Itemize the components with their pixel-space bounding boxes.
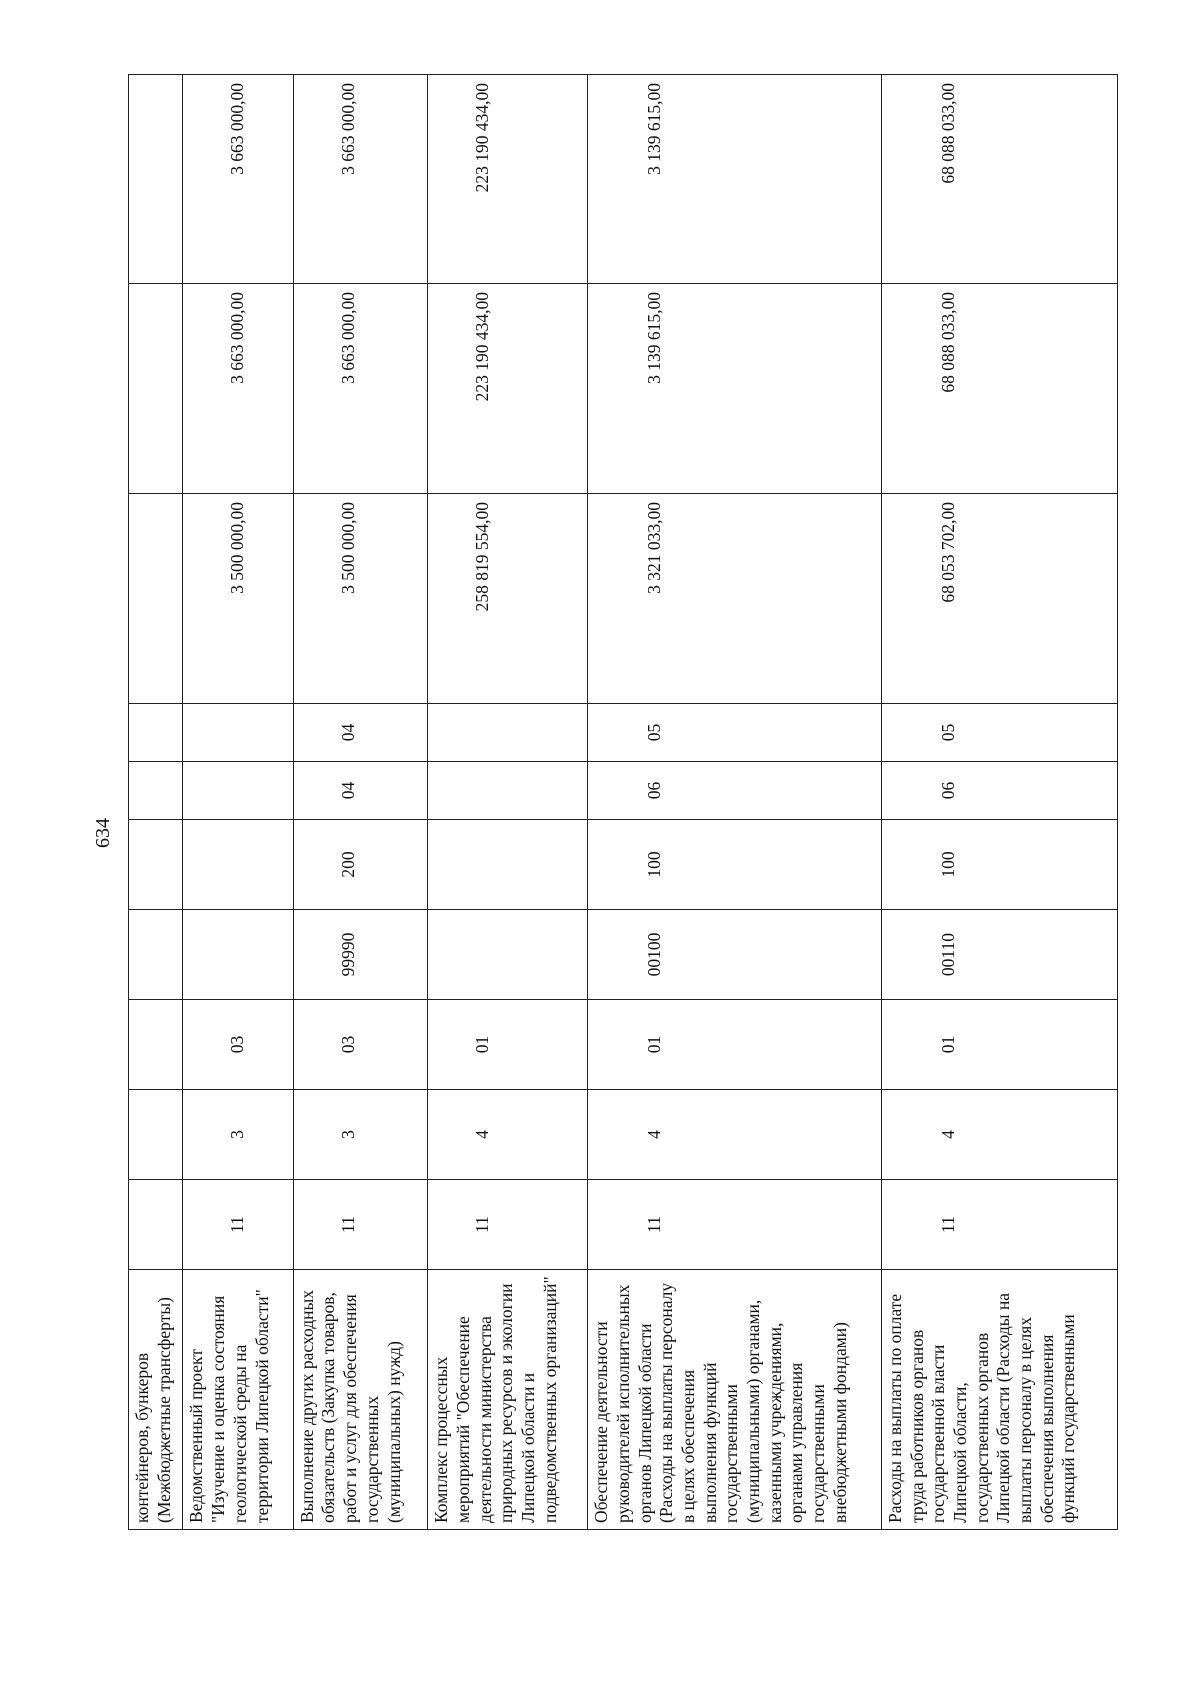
cell-code	[129, 762, 183, 820]
row-name: Ведомственный проект "Изучение и оценка состояния геологической среды на территории Липецкой области"	[183, 1270, 293, 1530]
cell-code	[129, 1090, 183, 1180]
cell-code: 3	[183, 1090, 293, 1180]
cell-code	[129, 910, 183, 1000]
cell-code: 3	[293, 1090, 428, 1180]
cell-code: 06	[588, 762, 882, 820]
cell-amount	[129, 494, 183, 704]
cell-code	[428, 820, 588, 910]
cell-amount: 223 190 434,00	[428, 75, 588, 284]
cell-code: 99990	[293, 910, 428, 1000]
cell-amount: 3 500 000,00	[183, 494, 293, 704]
table-row	[428, 75, 588, 1530]
page-number: 634	[92, 818, 114, 848]
cell-code	[183, 704, 293, 762]
cell-code: 100	[588, 820, 882, 910]
cell-code: 100	[881, 820, 1117, 910]
cell-code: 06	[881, 762, 1117, 820]
cell-code: 4	[428, 1090, 588, 1180]
cell-code	[428, 762, 588, 820]
cell-amount: 223 190 434,00	[428, 284, 588, 494]
table-row	[129, 75, 183, 1530]
cell-code: 200	[293, 820, 428, 910]
cell-code: 00100	[588, 910, 882, 1000]
cell-code: 11	[183, 1180, 293, 1270]
cell-amount: 3 139 615,00	[588, 284, 882, 494]
cell-amount: 68 088 033,00	[881, 75, 1117, 284]
cell-amount: 3 663 000,00	[183, 75, 293, 284]
cell-code: 11	[588, 1180, 882, 1270]
cell-code: 4	[881, 1090, 1117, 1180]
cell-code: 11	[881, 1180, 1117, 1270]
cell-amount	[129, 75, 183, 284]
cell-amount: 3 500 000,00	[293, 494, 428, 704]
cell-code: 01	[881, 1000, 1117, 1090]
cell-code: 03	[183, 1000, 293, 1090]
cell-amount: 68 053 702,00	[881, 494, 1117, 704]
cell-code	[129, 820, 183, 910]
row-name: Обеспечение деятельности руководителей исполнительных органов Липецкой области (Расходы на выплаты персоналу в целях обеспечения выполнения функций государственными (муниципальными) органами, казенными учреждениями, органами управления государственными внебюджетными фондами)	[588, 1270, 882, 1530]
row-name: контейнеров, бункеров (Межбюджетные трансферты)	[129, 1270, 183, 1530]
cell-code: 4	[588, 1090, 882, 1180]
cell-code: 01	[428, 1000, 588, 1090]
cell-code	[183, 820, 293, 910]
cell-amount	[129, 284, 183, 494]
cell-code: 05	[881, 704, 1117, 762]
cell-code: 01	[588, 1000, 882, 1090]
rotated-page-content	[128, 75, 1118, 1530]
cell-code	[129, 1000, 183, 1090]
cell-code: 05	[588, 704, 882, 762]
cell-code: 00110	[881, 910, 1117, 1000]
cell-code	[129, 1180, 183, 1270]
row-name: Комплекс процессных мероприятий "Обеспечение деятельности министерства природных ресурсов и экологии Липецкой области и подведомственных организаций"	[428, 1270, 588, 1530]
cell-code: 04	[293, 762, 428, 820]
cell-code	[129, 704, 183, 762]
cell-amount: 3 321 033,00	[588, 494, 882, 704]
cell-amount: 3 663 000,00	[293, 75, 428, 284]
cell-code	[183, 910, 293, 1000]
cell-code	[428, 910, 588, 1000]
budget-table	[128, 74, 1118, 1530]
table-row	[183, 75, 293, 1530]
cell-code: 11	[428, 1180, 588, 1270]
cell-amount: 258 819 554,00	[428, 494, 588, 704]
table-row	[881, 75, 1117, 1530]
row-name: Расходы на выплаты по оплате труда работников органов государственной власти Липецкой области, государственных органов Липецкой области (Расходы на выплаты персоналу в целях обеспечения выполнения функций государственными	[881, 1270, 1117, 1530]
cell-amount: 3 663 000,00	[293, 284, 428, 494]
cell-code: 11	[293, 1180, 428, 1270]
cell-code	[428, 704, 588, 762]
row-name: Выполнение других расходных обязательств (Закупка товаров, работ и услуг для обеспечения государственных (муниципальных) нужд)	[293, 1270, 428, 1530]
cell-amount: 3 663 000,00	[183, 284, 293, 494]
cell-code: 03	[293, 1000, 428, 1090]
cell-amount: 68 088 033,00	[881, 284, 1117, 494]
cell-amount: 3 139 615,00	[588, 75, 882, 284]
cell-code	[183, 762, 293, 820]
table-row	[293, 75, 428, 1530]
table-row	[588, 75, 882, 1530]
cell-code: 04	[293, 704, 428, 762]
